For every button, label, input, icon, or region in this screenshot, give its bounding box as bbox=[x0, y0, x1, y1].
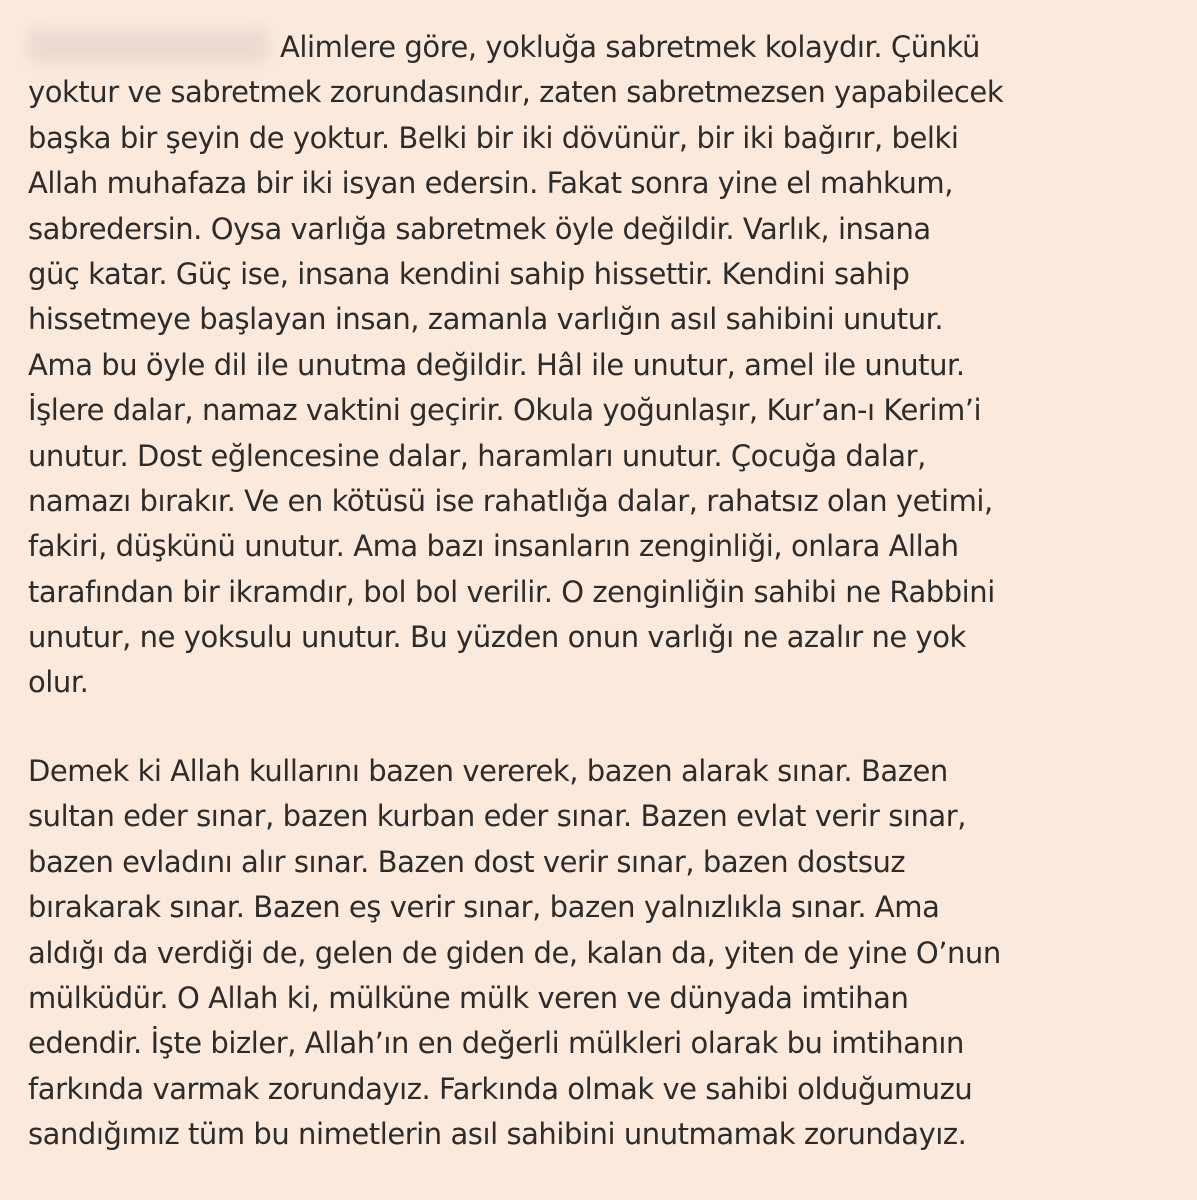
text-line: unutur, ne yoksulu unutur. Bu yüzden onun varlığı ne azalır ne yok bbox=[28, 620, 966, 655]
text-line: güç katar. Güç ise, insana kendini sahip hissettir. Kendini sahip bbox=[28, 256, 910, 291]
text-line: hissetmeye başlayan insan, zamanla varlığın asıl sahibini unutur. bbox=[28, 302, 944, 337]
text-line: mülküdür. O Allah ki, mülküne mülk veren ve dünyada imtihan bbox=[28, 980, 909, 1015]
text-line: sandığımız tüm bu nimetlerin asıl sahibini unutmamak zorundayız. bbox=[28, 1117, 967, 1152]
text-line: Allah muhafaza bir iki isyan edersin. Fakat sonra yine el mahkum, bbox=[28, 166, 953, 201]
text-line: bırakarak sınar. Bazen eş verir sınar, bazen yalnızlıkla sınar. Ama bbox=[28, 890, 940, 925]
redacted-author-blur bbox=[28, 29, 268, 63]
text-line bbox=[28, 25, 1193, 70]
text-line: aldığı da verdiği de, gelen de giden de, kalan da, yiten de yine O’nun bbox=[28, 935, 1001, 970]
paragraph-2 bbox=[28, 749, 1193, 1158]
text-line: sultan eder sınar, bazen kurban eder sınar. Bazen evlat verir sınar, bbox=[28, 799, 966, 834]
text-line: Ama bu öyle dil ile unutma değildir. Hâl ile unutur, amel ile unutur. bbox=[28, 347, 965, 382]
text-line: namazı bırakır. Ve en kötüsü ise rahatlığa dalar, rahatsız olan yetimi, bbox=[28, 483, 993, 518]
text-line: farkında varmak zorundayız. Farkında olmak ve sahibi olduğumuzu bbox=[28, 1071, 973, 1106]
text-line: unutur. Dost eğlencesine dalar, haramları unutur. Çocuğa dalar, bbox=[28, 438, 926, 473]
text-line: başka bir şeyin de yoktur. Belki bir iki dövünür, bir iki bağırır, belki bbox=[28, 120, 959, 155]
text-line: yoktur ve sabretmek zorundasındır, zaten sabretmezsen yapabilecek bbox=[28, 75, 1004, 110]
paragraph-1 bbox=[28, 25, 1193, 706]
text-line: olur. bbox=[28, 665, 89, 700]
text-line: Demek ki Allah kullarını bazen vererek, bazen alarak sınar. Bazen bbox=[28, 754, 948, 788]
text-line: tarafından bir ikramdır, bol bol verilir. O zenginliğin sahibi ne Rabbini bbox=[28, 574, 995, 609]
text-line: fakiri, düşkünü unutur. Ama bazı insanların zenginliği, onlara Allah bbox=[28, 529, 959, 564]
text-line-content: Alimlere göre, yokluğa sabretmek kolaydır. Çünkü bbox=[280, 30, 980, 64]
text-line: sabredersin. Oysa varlığa sabretmek öyle değildir. Varlık, insana bbox=[28, 211, 931, 246]
text-line: bazen evladını alır sınar. Bazen dost verir sınar, bazen dostsuz bbox=[28, 844, 906, 879]
text-line: İşlere dalar, namaz vaktini geçirir. Okula yoğunlaşır, Kur’an-ı Kerim’i bbox=[28, 393, 982, 428]
text-line: edendir. İşte bizler, Allah’ın en değerli mülkleri olarak bu imtihanın bbox=[28, 1026, 964, 1061]
